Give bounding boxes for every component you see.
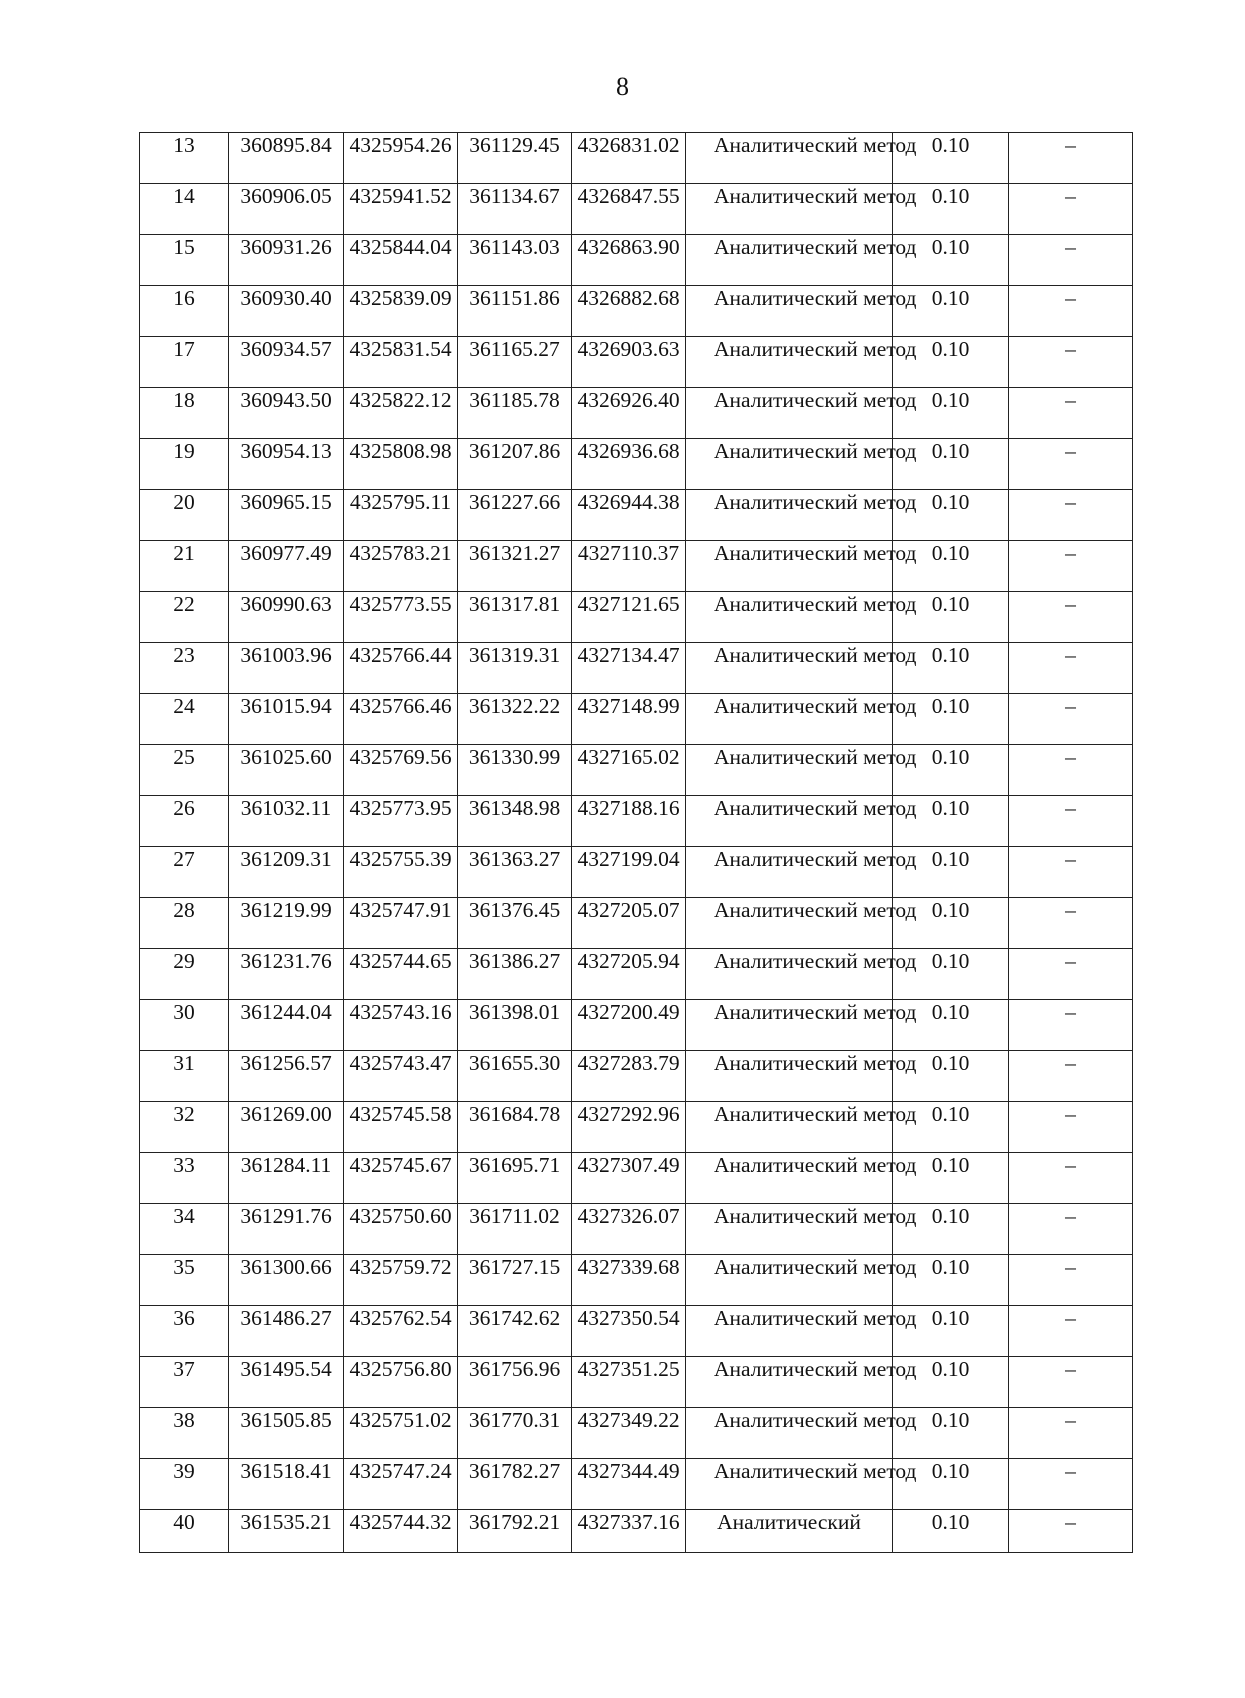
x1-coordinate-cell: 361300.66 bbox=[229, 1255, 344, 1306]
point-number-cell: 29 bbox=[140, 949, 229, 1000]
note-cell: – bbox=[1009, 1459, 1133, 1510]
y1-coordinate-cell: 4325769.56 bbox=[344, 745, 458, 796]
y1-coordinate-cell: 4325795.11 bbox=[344, 490, 458, 541]
accuracy-cell: 0.10 bbox=[893, 184, 1009, 235]
y2-coordinate-cell: 4327292.96 bbox=[572, 1102, 686, 1153]
point-number-cell: 23 bbox=[140, 643, 229, 694]
accuracy-cell: 0.10 bbox=[893, 1510, 1009, 1553]
x2-coordinate-cell: 361792.21 bbox=[458, 1510, 572, 1553]
y1-coordinate-cell: 4325745.67 bbox=[344, 1153, 458, 1204]
accuracy-cell: 0.10 bbox=[893, 796, 1009, 847]
x2-coordinate-cell: 361207.86 bbox=[458, 439, 572, 490]
note-cell: – bbox=[1009, 235, 1133, 286]
method-text: Аналитический метод bbox=[714, 1306, 917, 1330]
y1-coordinate-cell: 4325747.24 bbox=[344, 1459, 458, 1510]
point-number-cell: 21 bbox=[140, 541, 229, 592]
y1-coordinate-cell: 4325745.58 bbox=[344, 1102, 458, 1153]
note-cell: – bbox=[1009, 745, 1133, 796]
accuracy-cell: 0.10 bbox=[893, 1357, 1009, 1408]
table-row bbox=[140, 1408, 1133, 1459]
method-text: Аналитический метод bbox=[714, 337, 917, 361]
method-text: Аналитический метод bbox=[714, 1204, 917, 1228]
x1-coordinate-cell: 361025.60 bbox=[229, 745, 344, 796]
x1-coordinate-cell: 361291.76 bbox=[229, 1204, 344, 1255]
y2-coordinate-cell: 4327148.99 bbox=[572, 694, 686, 745]
method-text: Аналитический метод bbox=[714, 541, 917, 565]
note-cell: – bbox=[1009, 1255, 1133, 1306]
method-text: Аналитический метод bbox=[714, 1255, 917, 1279]
y1-coordinate-cell: 4325766.46 bbox=[344, 694, 458, 745]
y1-coordinate-cell: 4325747.91 bbox=[344, 898, 458, 949]
point-number-cell: 25 bbox=[140, 745, 229, 796]
table-row bbox=[140, 1204, 1133, 1255]
x1-coordinate-cell: 360934.57 bbox=[229, 337, 344, 388]
table-row bbox=[140, 490, 1133, 541]
y2-coordinate-cell: 4326903.63 bbox=[572, 337, 686, 388]
y2-coordinate-cell: 4327188.16 bbox=[572, 796, 686, 847]
x1-coordinate-cell: 360954.13 bbox=[229, 439, 344, 490]
method-text: Аналитический метод bbox=[714, 1357, 917, 1381]
x2-coordinate-cell: 361151.86 bbox=[458, 286, 572, 337]
method-cell bbox=[686, 1306, 917, 1357]
note-cell: – bbox=[1009, 796, 1133, 847]
y2-coordinate-cell: 4327344.49 bbox=[572, 1459, 686, 1510]
method-cell bbox=[686, 1408, 917, 1459]
table-row bbox=[140, 1459, 1133, 1510]
coordinates-table bbox=[139, 132, 1133, 1553]
table-row bbox=[140, 286, 1133, 337]
x1-coordinate-cell: 361231.76 bbox=[229, 949, 344, 1000]
y1-coordinate-cell: 4325743.16 bbox=[344, 1000, 458, 1051]
accuracy-cell: 0.10 bbox=[893, 286, 1009, 337]
note-cell: – bbox=[1009, 694, 1133, 745]
x1-coordinate-cell: 360977.49 bbox=[229, 541, 344, 592]
x1-coordinate-cell: 360965.15 bbox=[229, 490, 344, 541]
page-number: 8 bbox=[616, 72, 629, 101]
method-text: Аналитический метод bbox=[714, 1459, 917, 1483]
table-row bbox=[140, 1000, 1133, 1051]
point-number-cell: 33 bbox=[140, 1153, 229, 1204]
y1-coordinate-cell: 4325808.98 bbox=[344, 439, 458, 490]
table-row bbox=[140, 541, 1133, 592]
x2-coordinate-cell: 361711.02 bbox=[458, 1204, 572, 1255]
method-text: Аналитический метод bbox=[714, 1408, 917, 1432]
method-text: Аналитический метод bbox=[714, 796, 917, 820]
y2-coordinate-cell: 4327326.07 bbox=[572, 1204, 686, 1255]
method-cell bbox=[686, 541, 917, 592]
point-number-cell: 32 bbox=[140, 1102, 229, 1153]
point-number-cell: 16 bbox=[140, 286, 229, 337]
accuracy-cell: 0.10 bbox=[893, 1153, 1009, 1204]
point-number-cell: 34 bbox=[140, 1204, 229, 1255]
x2-coordinate-cell: 361129.45 bbox=[458, 133, 572, 184]
table-row bbox=[140, 643, 1133, 694]
point-number-cell: 31 bbox=[140, 1051, 229, 1102]
x1-coordinate-cell: 361032.11 bbox=[229, 796, 344, 847]
accuracy-cell: 0.10 bbox=[893, 592, 1009, 643]
accuracy-cell: 0.10 bbox=[893, 1000, 1009, 1051]
method-cell bbox=[686, 388, 917, 439]
method-text: Аналитический метод bbox=[714, 1153, 917, 1177]
note-cell: – bbox=[1009, 1000, 1133, 1051]
x1-coordinate-cell: 361244.04 bbox=[229, 1000, 344, 1051]
x2-coordinate-cell: 361770.31 bbox=[458, 1408, 572, 1459]
point-number-cell: 20 bbox=[140, 490, 229, 541]
point-number-cell: 40 bbox=[140, 1510, 229, 1553]
table-row bbox=[140, 235, 1133, 286]
x1-coordinate-cell: 361269.00 bbox=[229, 1102, 344, 1153]
note-cell: – bbox=[1009, 1357, 1133, 1408]
x1-coordinate-cell: 360930.40 bbox=[229, 286, 344, 337]
note-cell: – bbox=[1009, 949, 1133, 1000]
accuracy-cell: 0.10 bbox=[893, 1051, 1009, 1102]
table-row bbox=[140, 949, 1133, 1000]
table-body bbox=[140, 133, 1133, 1553]
method-text: Аналитический метод bbox=[714, 388, 917, 412]
x1-coordinate-cell: 360990.63 bbox=[229, 592, 344, 643]
method-cell bbox=[686, 1510, 893, 1553]
x1-coordinate-cell: 361284.11 bbox=[229, 1153, 344, 1204]
method-text: Аналитический метод bbox=[714, 1000, 917, 1024]
point-number-cell: 27 bbox=[140, 847, 229, 898]
method-text: Аналитический метод bbox=[714, 643, 917, 667]
y2-coordinate-cell: 4327165.02 bbox=[572, 745, 686, 796]
y1-coordinate-cell: 4325822.12 bbox=[344, 388, 458, 439]
y2-coordinate-cell: 4327351.25 bbox=[572, 1357, 686, 1408]
method-text: Аналитический метод bbox=[714, 235, 917, 259]
y2-coordinate-cell: 4326863.90 bbox=[572, 235, 686, 286]
x2-coordinate-cell: 361782.27 bbox=[458, 1459, 572, 1510]
method-cell bbox=[686, 745, 917, 796]
method-text: Аналитический метод bbox=[714, 133, 917, 157]
table-row bbox=[140, 1510, 1133, 1553]
method-cell bbox=[686, 1255, 917, 1306]
point-number-cell: 30 bbox=[140, 1000, 229, 1051]
y1-coordinate-cell: 4325744.32 bbox=[344, 1510, 458, 1553]
point-number-cell: 15 bbox=[140, 235, 229, 286]
accuracy-cell: 0.10 bbox=[893, 1102, 1009, 1153]
method-cell bbox=[686, 1102, 917, 1153]
method-cell bbox=[686, 439, 917, 490]
y2-coordinate-cell: 4327199.04 bbox=[572, 847, 686, 898]
table-row bbox=[140, 439, 1133, 490]
table-row bbox=[140, 796, 1133, 847]
x2-coordinate-cell: 361134.67 bbox=[458, 184, 572, 235]
point-number-cell: 35 bbox=[140, 1255, 229, 1306]
x2-coordinate-cell: 361348.98 bbox=[458, 796, 572, 847]
point-number-cell: 26 bbox=[140, 796, 229, 847]
accuracy-cell: 0.10 bbox=[893, 337, 1009, 388]
x1-coordinate-cell: 360931.26 bbox=[229, 235, 344, 286]
note-cell: – bbox=[1009, 592, 1133, 643]
y2-coordinate-cell: 4327200.49 bbox=[572, 1000, 686, 1051]
note-cell: – bbox=[1009, 388, 1133, 439]
table-row bbox=[140, 1102, 1133, 1153]
y2-coordinate-cell: 4327110.37 bbox=[572, 541, 686, 592]
y1-coordinate-cell: 4325773.95 bbox=[344, 796, 458, 847]
y2-coordinate-cell: 4326926.40 bbox=[572, 388, 686, 439]
method-text: Аналитический метод bbox=[714, 592, 917, 616]
accuracy-cell: 0.10 bbox=[893, 439, 1009, 490]
y1-coordinate-cell: 4325766.44 bbox=[344, 643, 458, 694]
note-cell: – bbox=[1009, 643, 1133, 694]
method-text: Аналитический метод bbox=[714, 694, 917, 718]
point-number-cell: 39 bbox=[140, 1459, 229, 1510]
note-cell: – bbox=[1009, 133, 1133, 184]
method-cell bbox=[686, 235, 917, 286]
note-cell: – bbox=[1009, 1051, 1133, 1102]
accuracy-cell: 0.10 bbox=[893, 388, 1009, 439]
note-cell: – bbox=[1009, 490, 1133, 541]
accuracy-cell: 0.10 bbox=[893, 490, 1009, 541]
x1-coordinate-cell: 361219.99 bbox=[229, 898, 344, 949]
y1-coordinate-cell: 4325744.65 bbox=[344, 949, 458, 1000]
method-cell bbox=[686, 1000, 917, 1051]
accuracy-cell: 0.10 bbox=[893, 235, 1009, 286]
accuracy-cell: 0.10 bbox=[893, 1306, 1009, 1357]
table-row bbox=[140, 1255, 1133, 1306]
y1-coordinate-cell: 4325773.55 bbox=[344, 592, 458, 643]
method-cell bbox=[686, 1051, 917, 1102]
accuracy-cell: 0.10 bbox=[893, 133, 1009, 184]
y2-coordinate-cell: 4326847.55 bbox=[572, 184, 686, 235]
method-cell bbox=[686, 643, 917, 694]
point-number-cell: 17 bbox=[140, 337, 229, 388]
note-cell: – bbox=[1009, 184, 1133, 235]
x2-coordinate-cell: 361727.15 bbox=[458, 1255, 572, 1306]
y1-coordinate-cell: 4325750.60 bbox=[344, 1204, 458, 1255]
table-row bbox=[140, 1306, 1133, 1357]
note-cell: – bbox=[1009, 541, 1133, 592]
accuracy-cell: 0.10 bbox=[893, 1408, 1009, 1459]
method-cell bbox=[686, 796, 917, 847]
x2-coordinate-cell: 361386.27 bbox=[458, 949, 572, 1000]
accuracy-cell: 0.10 bbox=[893, 1255, 1009, 1306]
x2-coordinate-cell: 361319.31 bbox=[458, 643, 572, 694]
method-text: Аналитический bbox=[717, 1510, 861, 1534]
method-cell bbox=[686, 847, 917, 898]
table-row bbox=[140, 745, 1133, 796]
point-number-cell: 28 bbox=[140, 898, 229, 949]
note-cell: – bbox=[1009, 286, 1133, 337]
method-cell bbox=[686, 133, 917, 184]
point-number-cell: 37 bbox=[140, 1357, 229, 1408]
y2-coordinate-cell: 4326831.02 bbox=[572, 133, 686, 184]
method-text: Аналитический метод bbox=[714, 745, 917, 769]
y2-coordinate-cell: 4327349.22 bbox=[572, 1408, 686, 1459]
x1-coordinate-cell: 361535.21 bbox=[229, 1510, 344, 1553]
table-row bbox=[140, 1153, 1133, 1204]
x1-coordinate-cell: 361495.54 bbox=[229, 1357, 344, 1408]
y1-coordinate-cell: 4325755.39 bbox=[344, 847, 458, 898]
point-number-cell: 24 bbox=[140, 694, 229, 745]
table-row bbox=[140, 133, 1133, 184]
y1-coordinate-cell: 4325751.02 bbox=[344, 1408, 458, 1459]
point-number-cell: 19 bbox=[140, 439, 229, 490]
method-text: Аналитический метод bbox=[714, 1102, 917, 1126]
x2-coordinate-cell: 361227.66 bbox=[458, 490, 572, 541]
accuracy-cell: 0.10 bbox=[893, 745, 1009, 796]
method-cell bbox=[686, 184, 917, 235]
table-row bbox=[140, 184, 1133, 235]
method-cell bbox=[686, 286, 917, 337]
method-cell bbox=[686, 1459, 917, 1510]
accuracy-cell: 0.10 bbox=[893, 949, 1009, 1000]
table-row bbox=[140, 1051, 1133, 1102]
x2-coordinate-cell: 361756.96 bbox=[458, 1357, 572, 1408]
y2-coordinate-cell: 4327134.47 bbox=[572, 643, 686, 694]
y2-coordinate-cell: 4327205.07 bbox=[572, 898, 686, 949]
accuracy-cell: 0.10 bbox=[893, 643, 1009, 694]
method-cell bbox=[686, 592, 917, 643]
x1-coordinate-cell: 361256.57 bbox=[229, 1051, 344, 1102]
note-cell: – bbox=[1009, 1306, 1133, 1357]
x1-coordinate-cell: 360943.50 bbox=[229, 388, 344, 439]
method-text: Аналитический метод bbox=[714, 847, 917, 871]
method-text: Аналитический метод bbox=[714, 949, 917, 973]
y2-coordinate-cell: 4327350.54 bbox=[572, 1306, 686, 1357]
y2-coordinate-cell: 4327339.68 bbox=[572, 1255, 686, 1306]
method-cell bbox=[686, 949, 917, 1000]
x2-coordinate-cell: 361317.81 bbox=[458, 592, 572, 643]
method-cell bbox=[686, 490, 917, 541]
x2-coordinate-cell: 361376.45 bbox=[458, 898, 572, 949]
y1-coordinate-cell: 4325839.09 bbox=[344, 286, 458, 337]
point-number-cell: 38 bbox=[140, 1408, 229, 1459]
accuracy-cell: 0.10 bbox=[893, 1204, 1009, 1255]
note-cell: – bbox=[1009, 1204, 1133, 1255]
method-cell bbox=[686, 1357, 917, 1408]
method-cell bbox=[686, 898, 917, 949]
point-number-cell: 22 bbox=[140, 592, 229, 643]
y1-coordinate-cell: 4325954.26 bbox=[344, 133, 458, 184]
y1-coordinate-cell: 4325783.21 bbox=[344, 541, 458, 592]
note-cell: – bbox=[1009, 439, 1133, 490]
y2-coordinate-cell: 4327121.65 bbox=[572, 592, 686, 643]
x1-coordinate-cell: 360906.05 bbox=[229, 184, 344, 235]
x1-coordinate-cell: 361015.94 bbox=[229, 694, 344, 745]
y2-coordinate-cell: 4326944.38 bbox=[572, 490, 686, 541]
x2-coordinate-cell: 361330.99 bbox=[458, 745, 572, 796]
y2-coordinate-cell: 4327307.49 bbox=[572, 1153, 686, 1204]
x1-coordinate-cell: 361209.31 bbox=[229, 847, 344, 898]
y2-coordinate-cell: 4327283.79 bbox=[572, 1051, 686, 1102]
accuracy-cell: 0.10 bbox=[893, 541, 1009, 592]
y1-coordinate-cell: 4325941.52 bbox=[344, 184, 458, 235]
x2-coordinate-cell: 361695.71 bbox=[458, 1153, 572, 1204]
x2-coordinate-cell: 361684.78 bbox=[458, 1102, 572, 1153]
point-number-cell: 18 bbox=[140, 388, 229, 439]
table-row bbox=[140, 847, 1133, 898]
x1-coordinate-cell: 361486.27 bbox=[229, 1306, 344, 1357]
table-row bbox=[140, 592, 1133, 643]
point-number-cell: 13 bbox=[140, 133, 229, 184]
x2-coordinate-cell: 361185.78 bbox=[458, 388, 572, 439]
x2-coordinate-cell: 361398.01 bbox=[458, 1000, 572, 1051]
table-row bbox=[140, 694, 1133, 745]
method-cell bbox=[686, 337, 917, 388]
y1-coordinate-cell: 4325759.72 bbox=[344, 1255, 458, 1306]
table-row bbox=[140, 1357, 1133, 1408]
x2-coordinate-cell: 361165.27 bbox=[458, 337, 572, 388]
method-text: Аналитический метод bbox=[714, 490, 917, 514]
y1-coordinate-cell: 4325831.54 bbox=[344, 337, 458, 388]
method-cell bbox=[686, 694, 917, 745]
point-number-cell: 14 bbox=[140, 184, 229, 235]
y2-coordinate-cell: 4327337.16 bbox=[572, 1510, 686, 1553]
table-row bbox=[140, 898, 1133, 949]
method-cell bbox=[686, 1153, 917, 1204]
x2-coordinate-cell: 361321.27 bbox=[458, 541, 572, 592]
x2-coordinate-cell: 361655.30 bbox=[458, 1051, 572, 1102]
note-cell: – bbox=[1009, 898, 1133, 949]
table-row bbox=[140, 388, 1133, 439]
x1-coordinate-cell: 361003.96 bbox=[229, 643, 344, 694]
method-text: Аналитический метод bbox=[714, 286, 917, 310]
method-text: Аналитический метод bbox=[714, 184, 917, 208]
x1-coordinate-cell: 361518.41 bbox=[229, 1459, 344, 1510]
y1-coordinate-cell: 4325762.54 bbox=[344, 1306, 458, 1357]
note-cell: – bbox=[1009, 847, 1133, 898]
y2-coordinate-cell: 4326936.68 bbox=[572, 439, 686, 490]
x2-coordinate-cell: 361143.03 bbox=[458, 235, 572, 286]
x2-coordinate-cell: 361363.27 bbox=[458, 847, 572, 898]
x2-coordinate-cell: 361322.22 bbox=[458, 694, 572, 745]
accuracy-cell: 0.10 bbox=[893, 847, 1009, 898]
note-cell: – bbox=[1009, 337, 1133, 388]
y1-coordinate-cell: 4325743.47 bbox=[344, 1051, 458, 1102]
note-cell: – bbox=[1009, 1408, 1133, 1459]
note-cell: – bbox=[1009, 1510, 1133, 1553]
y1-coordinate-cell: 4325844.04 bbox=[344, 235, 458, 286]
note-cell: – bbox=[1009, 1102, 1133, 1153]
x1-coordinate-cell: 360895.84 bbox=[229, 133, 344, 184]
x1-coordinate-cell: 361505.85 bbox=[229, 1408, 344, 1459]
y1-coordinate-cell: 4325756.80 bbox=[344, 1357, 458, 1408]
y2-coordinate-cell: 4326882.68 bbox=[572, 286, 686, 337]
x2-coordinate-cell: 361742.62 bbox=[458, 1306, 572, 1357]
method-text: Аналитический метод bbox=[714, 898, 917, 922]
y2-coordinate-cell: 4327205.94 bbox=[572, 949, 686, 1000]
accuracy-cell: 0.10 bbox=[893, 898, 1009, 949]
accuracy-cell: 0.10 bbox=[893, 1459, 1009, 1510]
table-row bbox=[140, 337, 1133, 388]
method-text: Аналитический метод bbox=[714, 1051, 917, 1075]
point-number-cell: 36 bbox=[140, 1306, 229, 1357]
method-cell bbox=[686, 1204, 917, 1255]
method-text: Аналитический метод bbox=[714, 439, 917, 463]
note-cell: – bbox=[1009, 1153, 1133, 1204]
accuracy-cell: 0.10 bbox=[893, 694, 1009, 745]
